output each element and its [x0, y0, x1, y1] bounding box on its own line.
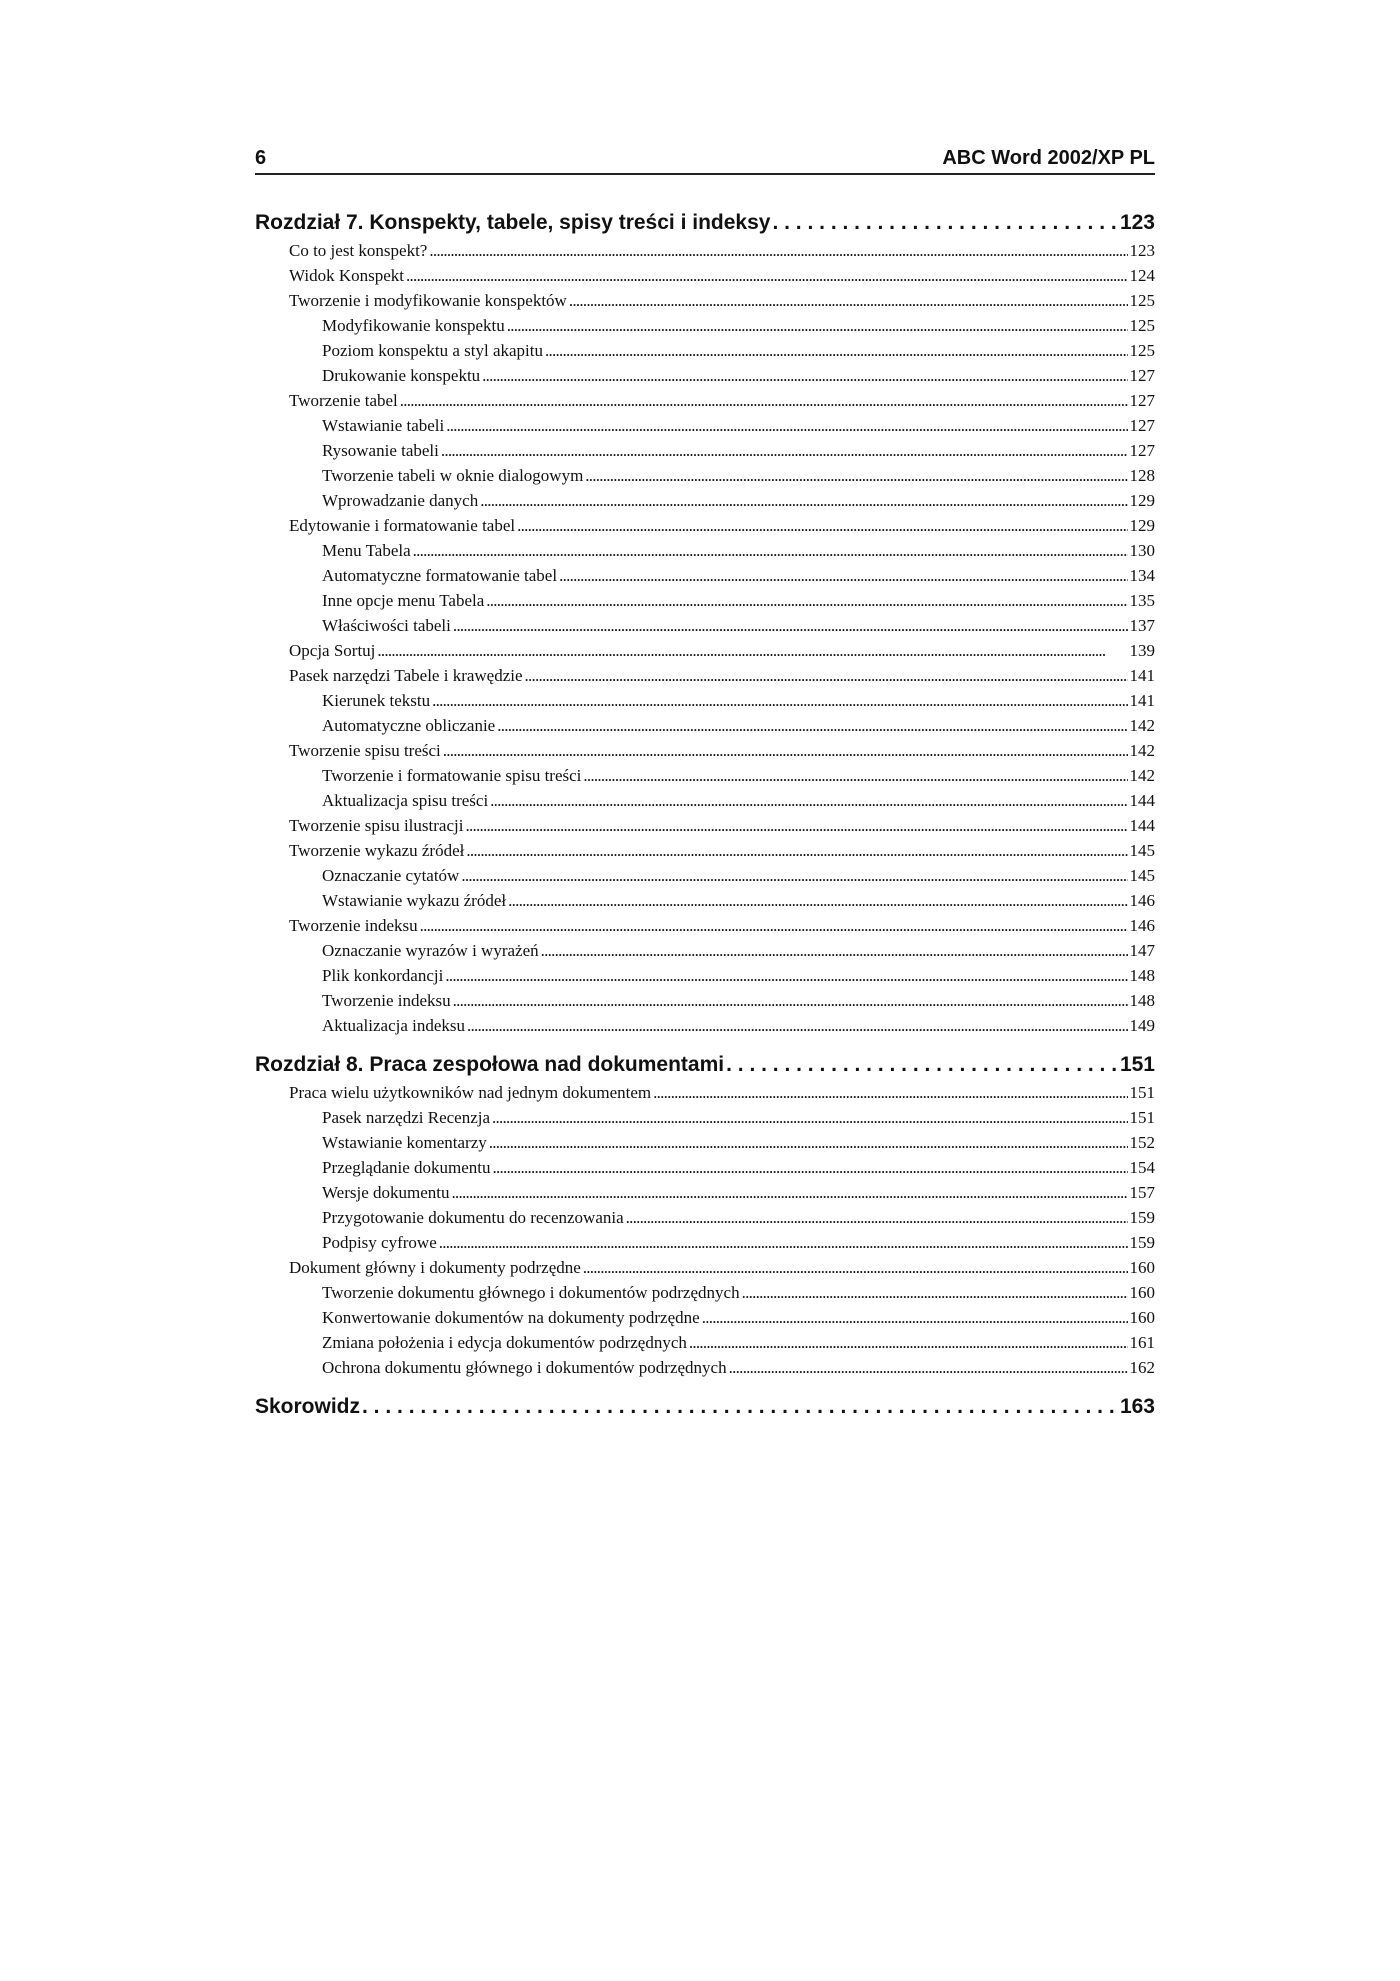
toc-entry [255, 1208, 1155, 1233]
toc-entry-title: Rozdział 8. Praca zespołowa nad dokumentami [255, 1053, 725, 1076]
dot-leader [377, 641, 1127, 661]
toc-entry-page: 144 [1129, 816, 1155, 835]
dot-leader [653, 1083, 1127, 1103]
toc-entry-page: 154 [1129, 1158, 1155, 1177]
dot-leader [445, 966, 1127, 986]
toc-entry [255, 1158, 1155, 1183]
dot-leader [507, 316, 1128, 336]
toc-entry-page: 159 [1129, 1208, 1155, 1227]
book-title: ABC Word 2002/XP PL [942, 147, 1155, 169]
toc-chapter-entry [255, 1395, 1155, 1425]
dot-leader [726, 1053, 1118, 1077]
dot-leader [517, 516, 1127, 536]
toc-entry-page: 127 [1129, 391, 1155, 410]
toc-entry-title: Podpisy cyfrowe [322, 1233, 437, 1252]
toc-entry-page: 151 [1129, 1083, 1155, 1102]
toc-entry-page: 123 [1129, 241, 1155, 260]
toc-entry-page: 142 [1129, 766, 1155, 785]
dot-leader [559, 566, 1127, 586]
toc-entry-page: 123 [1119, 211, 1155, 234]
toc-entry-page: 145 [1129, 841, 1155, 860]
dot-leader [702, 1308, 1128, 1328]
toc-entry-page: 142 [1129, 716, 1155, 735]
dot-leader [545, 341, 1128, 361]
toc-entry-title: Wprowadzanie danych [322, 491, 479, 510]
toc-entry-page: 124 [1129, 266, 1155, 285]
dot-leader [466, 841, 1127, 861]
toc-entry [255, 1358, 1155, 1383]
toc-entry-page: 146 [1129, 916, 1155, 935]
toc-entry-page: 129 [1129, 516, 1155, 535]
toc-entry-page: 134 [1129, 566, 1155, 585]
toc-entry-title: Aktualizacja spisu treści [322, 791, 489, 810]
toc-entry-title: Tworzenie indeksu [322, 991, 451, 1010]
toc-entry-title: Przygotowanie dokumentu do recenzowania [322, 1208, 624, 1227]
toc-entry [255, 841, 1155, 866]
toc-entry [255, 591, 1155, 616]
toc-entry [255, 316, 1155, 341]
table-of-contents [255, 211, 1155, 1425]
toc-entry [255, 891, 1155, 916]
dot-leader [453, 616, 1128, 636]
toc-entry-title: Edytowanie i formatowanie tabel [289, 516, 516, 535]
toc-entry-page: 130 [1129, 541, 1155, 560]
toc-entry [255, 866, 1155, 891]
dot-leader [490, 791, 1127, 811]
toc-entry [255, 241, 1155, 266]
toc-entry-page: 160 [1129, 1283, 1155, 1302]
toc-entry [255, 466, 1155, 491]
toc-entry-page: 125 [1129, 341, 1155, 360]
toc-entry [255, 1016, 1155, 1041]
toc-entry-title: Aktualizacja indeksu [322, 1016, 466, 1035]
dot-leader [443, 741, 1128, 761]
dot-leader [452, 1183, 1128, 1203]
toc-entry [255, 1333, 1155, 1358]
toc-entry [255, 1133, 1155, 1158]
toc-entry [255, 916, 1155, 941]
dot-leader [413, 541, 1128, 561]
toc-entry-title: Co to jest konspekt? [289, 241, 428, 260]
toc-entry [255, 266, 1155, 291]
toc-entry-title: Zmiana położenia i edycja dokumentów podrzędnych [322, 1333, 687, 1352]
toc-entry [255, 666, 1155, 691]
dot-leader [482, 366, 1127, 386]
dot-leader [729, 1358, 1128, 1378]
toc-entry [255, 691, 1155, 716]
toc-entry-title: Plik konkordancji [322, 966, 444, 985]
dot-leader [489, 1133, 1128, 1153]
toc-entry-page: 161 [1129, 1333, 1155, 1352]
toc-entry [255, 966, 1155, 991]
chapter-spacer [255, 1041, 1155, 1053]
dot-leader [432, 691, 1127, 711]
dot-leader [446, 416, 1127, 436]
dot-leader [497, 716, 1127, 736]
toc-entry [255, 1183, 1155, 1208]
toc-entry [255, 516, 1155, 541]
dot-leader [480, 491, 1127, 511]
dot-leader [420, 916, 1128, 936]
dot-leader [569, 291, 1128, 311]
toc-entry-page: 127 [1129, 366, 1155, 385]
toc-entry-title: Ochrona dokumentu głównego i dokumentów podrzędnych [322, 1358, 727, 1377]
toc-entry [255, 291, 1155, 316]
toc-entry-page: 151 [1119, 1053, 1155, 1076]
toc-entry [255, 341, 1155, 366]
toc-entry-page: 139 [1129, 641, 1155, 660]
toc-entry-title: Wstawianie wykazu źródeł [322, 891, 507, 910]
toc-entry-title: Kierunek tekstu [322, 691, 431, 710]
toc-entry-title: Automatyczne obliczanie [322, 716, 496, 735]
toc-entry-title: Konwertowanie dokumentów na dokumenty podrzędne [322, 1308, 700, 1327]
toc-entry [255, 1308, 1155, 1333]
toc-entry-page: 147 [1129, 941, 1155, 960]
toc-entry [255, 1083, 1155, 1108]
toc-chapter-entry [255, 1053, 1155, 1083]
dot-leader [772, 211, 1117, 235]
toc-entry [255, 541, 1155, 566]
toc-entry [255, 616, 1155, 641]
toc-entry [255, 391, 1155, 416]
toc-entry-title: Wstawianie komentarzy [322, 1133, 487, 1152]
toc-entry-title: Tworzenie wykazu źródeł [289, 841, 465, 860]
dot-leader [362, 1395, 1118, 1419]
dot-leader [583, 1258, 1128, 1278]
toc-entry [255, 416, 1155, 441]
toc-entry-page: 148 [1129, 966, 1155, 985]
toc-entry-page: 125 [1129, 291, 1155, 310]
toc-entry-page: 146 [1129, 891, 1155, 910]
toc-entry-page: 127 [1129, 441, 1155, 460]
dot-leader [429, 241, 1127, 261]
toc-entry-title: Poziom konspektu a styl akapitu [322, 341, 543, 360]
toc-entry-title: Widok Konspekt [289, 266, 404, 285]
toc-entry-page: 142 [1129, 741, 1155, 760]
toc-entry-title: Pasek narzędzi Tabele i krawędzie [289, 666, 523, 685]
toc-entry [255, 766, 1155, 791]
dot-leader [541, 941, 1128, 961]
toc-entry [255, 1108, 1155, 1133]
toc-chapter-entry [255, 211, 1155, 241]
toc-entry [255, 791, 1155, 816]
toc-entry-page: 157 [1129, 1183, 1155, 1202]
toc-entry-title: Oznaczanie wyrazów i wyrażeń [322, 941, 539, 960]
toc-entry-page: 141 [1129, 666, 1155, 685]
toc-entry-title: Automatyczne formatowanie tabel [322, 566, 558, 585]
toc-entry-title: Modyfikowanie konspektu [322, 316, 505, 335]
toc-entry-page: 148 [1129, 991, 1155, 1010]
toc-entry-title: Wersje dokumentu [322, 1183, 450, 1202]
toc-entry-title: Tworzenie tabel [289, 391, 398, 410]
toc-entry [255, 991, 1155, 1016]
dot-leader [626, 1208, 1128, 1228]
dot-leader [441, 441, 1128, 461]
toc-entry [255, 816, 1155, 841]
page-number: 6 [255, 147, 267, 169]
dot-leader [583, 766, 1127, 786]
toc-entry [255, 1283, 1155, 1308]
toc-entry-page: 137 [1129, 616, 1155, 635]
book-page [255, 147, 1155, 1418]
toc-entry-title: Tworzenie spisu ilustracji [289, 816, 464, 835]
toc-entry-title: Tworzenie tabeli w oknie dialogowym [322, 466, 584, 485]
dot-leader [742, 1283, 1128, 1303]
dot-leader [461, 866, 1127, 886]
dot-leader [465, 816, 1127, 836]
dot-leader [585, 466, 1127, 486]
toc-entry [255, 641, 1155, 666]
toc-entry-page: 160 [1129, 1308, 1155, 1327]
dot-leader [406, 266, 1128, 286]
toc-entry-page: 135 [1129, 591, 1155, 610]
toc-entry-title: Drukowanie konspektu [322, 366, 481, 385]
toc-entry-title: Rysowanie tabeli [322, 441, 439, 460]
toc-entry-page: 149 [1129, 1016, 1155, 1035]
toc-entry-page: 144 [1129, 791, 1155, 810]
toc-entry [255, 716, 1155, 741]
toc-entry-title: Rozdział 7. Konspekty, tabele, spisy treści i indeksy [255, 211, 771, 234]
toc-entry-title: Tworzenie dokumentu głównego i dokumentów podrzędnych [322, 1283, 740, 1302]
dot-leader [525, 666, 1128, 686]
toc-entry-page: 151 [1129, 1108, 1155, 1127]
toc-entry-title: Tworzenie indeksu [289, 916, 418, 935]
toc-entry-title: Przeglądanie dokumentu [322, 1158, 491, 1177]
dot-leader [508, 891, 1127, 911]
toc-entry [255, 491, 1155, 516]
toc-entry [255, 366, 1155, 391]
toc-entry-title: Oznaczanie cytatów [322, 866, 460, 885]
toc-entry-title: Opcja Sortuj [289, 641, 376, 660]
toc-entry-title: Pasek narzędzi Recenzja [322, 1108, 491, 1127]
dot-leader [400, 391, 1128, 411]
toc-entry-title: Dokument główny i dokumenty podrzędne [289, 1258, 581, 1277]
toc-entry-title: Tworzenie i modyfikowanie konspektów [289, 291, 567, 310]
toc-entry-page: 145 [1129, 866, 1155, 885]
dot-leader [453, 991, 1128, 1011]
toc-entry-title: Menu Tabela [322, 541, 411, 560]
toc-entry-page: 159 [1129, 1233, 1155, 1252]
toc-entry-page: 160 [1129, 1258, 1155, 1277]
toc-entry-title: Wstawianie tabeli [322, 416, 445, 435]
toc-entry [255, 1233, 1155, 1258]
toc-entry-title: Skorowidz [255, 1395, 361, 1418]
dot-leader [486, 591, 1127, 611]
chapter-spacer [255, 1383, 1155, 1395]
dot-leader [689, 1333, 1128, 1353]
toc-entry [255, 566, 1155, 591]
dot-leader [467, 1016, 1127, 1036]
toc-entry-title: Praca wielu użytkowników nad jednym dokumentem [289, 1083, 652, 1102]
toc-entry-title: Inne opcje menu Tabela [322, 591, 485, 610]
toc-entry-page: 127 [1129, 416, 1155, 435]
dot-leader [492, 1108, 1127, 1128]
toc-entry-title: Właściwości tabeli [322, 616, 451, 635]
dot-leader [493, 1158, 1128, 1178]
toc-entry [255, 1258, 1155, 1283]
running-header [255, 147, 1155, 175]
toc-entry-page: 128 [1129, 466, 1155, 485]
toc-entry [255, 741, 1155, 766]
toc-entry [255, 941, 1155, 966]
toc-entry [255, 441, 1155, 466]
dot-leader [439, 1233, 1128, 1253]
toc-entry-page: 129 [1129, 491, 1155, 510]
toc-entry-page: 141 [1129, 691, 1155, 710]
toc-entry-page: 125 [1129, 316, 1155, 335]
toc-entry-page: 152 [1129, 1133, 1155, 1152]
toc-entry-page: 163 [1119, 1395, 1155, 1418]
toc-entry-title: Tworzenie i formatowanie spisu treści [322, 766, 582, 785]
toc-entry-title: Tworzenie spisu treści [289, 741, 441, 760]
toc-entry-page: 162 [1129, 1358, 1155, 1377]
